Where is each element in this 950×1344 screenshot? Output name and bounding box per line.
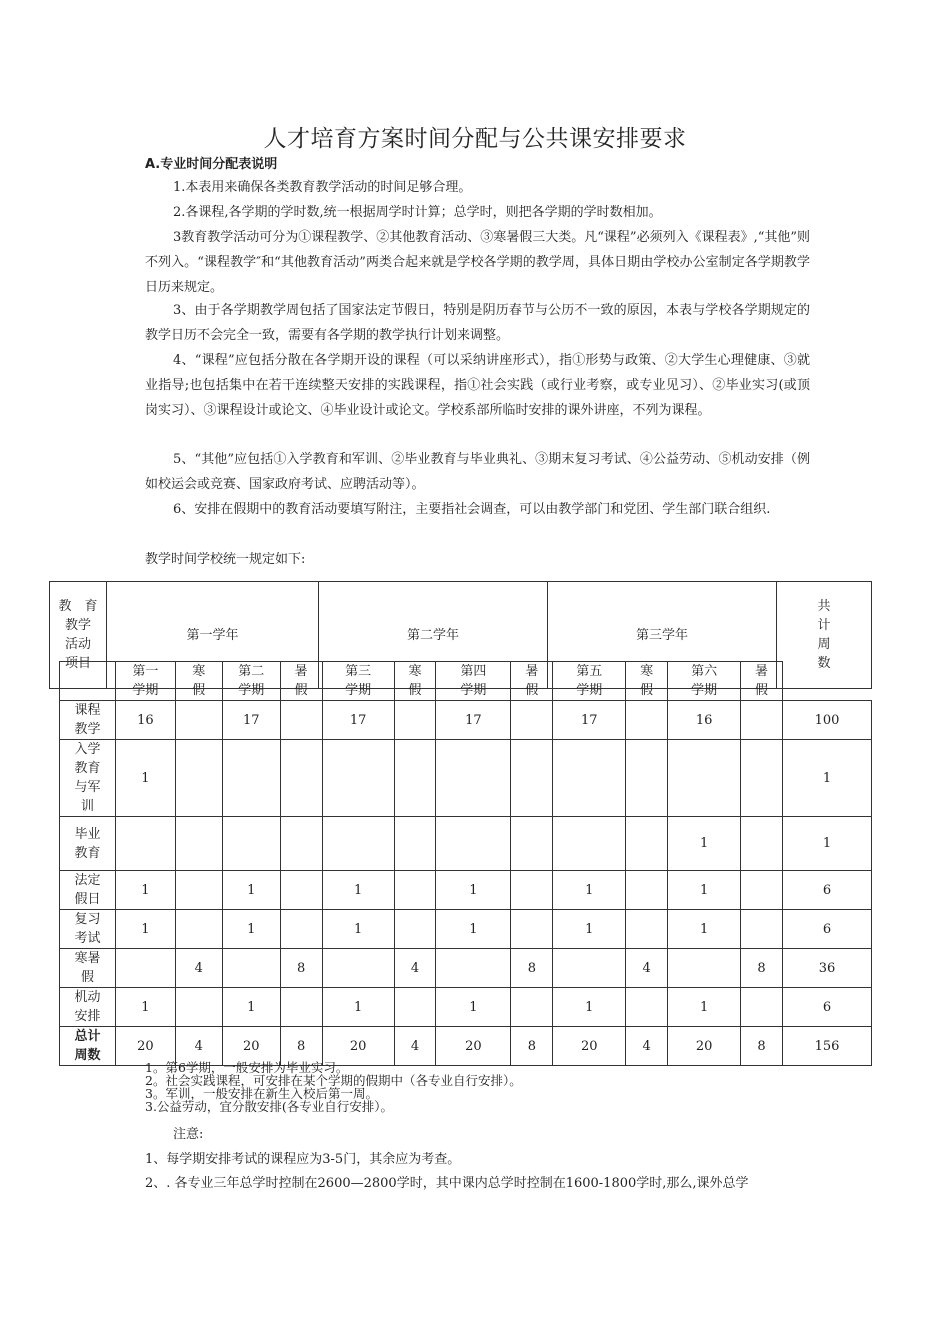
table-cell — [175, 701, 222, 740]
table-cell — [322, 817, 394, 871]
term-header-cell — [511, 662, 553, 701]
table-cell: 1 — [115, 740, 175, 817]
row-total-cell: 100 — [782, 701, 871, 740]
corner-label-line: 教 育 — [58, 599, 98, 614]
table-cell: 20 — [222, 1027, 280, 1066]
term-header-line: 暑 — [294, 664, 308, 679]
row-label-line: 周数 — [74, 1048, 101, 1063]
term-header-line: 学期 — [576, 683, 603, 698]
table-cell: 4 — [175, 949, 222, 988]
table-cell: 20 — [668, 1027, 741, 1066]
table-cell — [511, 701, 553, 740]
table-cell — [280, 817, 322, 871]
term-header-cell — [175, 662, 222, 701]
table-cell — [741, 910, 783, 949]
table-cell — [175, 988, 222, 1027]
paragraph-5: 4、“课程”应包括分散在各学期开设的课程（可以采纳讲座形式），指①形势与政策、②大学生心理健康、③就业指导;也包括集中在若干连续整天安排的实践课程，指①社会实践（或行业考察，或专业见习）、②毕业实习(或顶岗实习）、③课程设计或论文、④毕业设计或论文。学校系部所临时安排的课外讲座，不列为课程。 — [145, 353, 810, 418]
term-header-line: 第六 — [691, 664, 718, 679]
table-cell — [222, 817, 280, 871]
term-header-cell — [280, 662, 322, 701]
row-label-line: 教育 — [74, 761, 101, 776]
table-cell: 1 — [436, 910, 511, 949]
table-cell — [394, 817, 436, 871]
row-label-line: 训 — [80, 799, 94, 814]
term-header-line: 假 — [640, 683, 654, 698]
table-cell: 1 — [115, 871, 175, 910]
table-cell: 1 — [115, 988, 175, 1027]
table-cell: 1 — [322, 988, 394, 1027]
table-cell — [511, 817, 553, 871]
table-cell — [394, 701, 436, 740]
table-cell — [175, 871, 222, 910]
table-cell: 1 — [322, 910, 394, 949]
table-cell: 8 — [511, 1027, 553, 1066]
table-cell — [511, 871, 553, 910]
row-label-line: 与军 — [74, 780, 101, 795]
table-cell: 20 — [115, 1027, 175, 1066]
footnote-4: 3.公益劳动，宜分散安排(各专业自行安排）。 — [145, 1099, 394, 1114]
table-cell: 17 — [553, 701, 626, 740]
row-label-cell — [60, 740, 116, 817]
row-label-line: 考试 — [74, 931, 101, 946]
footnote-1: 1。第6学期，一般安排为毕业实习。 — [145, 1060, 349, 1075]
row-label-cell — [60, 910, 116, 949]
notice-label: 注意: — [173, 1127, 204, 1142]
table-cell: 20 — [553, 1027, 626, 1066]
term-header-cell — [626, 662, 668, 701]
footnote-2: 2。社会实践课程，可安排在某个学期的假期中（各专业自行安排）。 — [145, 1073, 522, 1088]
table-cell — [175, 740, 222, 817]
table-cell: 1 — [668, 871, 741, 910]
total-label-line: 数 — [817, 656, 831, 671]
corner-label-line: 教学 — [64, 618, 91, 633]
table-cell — [626, 740, 668, 817]
table-cell — [115, 817, 175, 871]
table-cell — [626, 910, 668, 949]
table-cell: 1 — [436, 988, 511, 1027]
table-cell: 1 — [436, 871, 511, 910]
table-cell: 17 — [436, 701, 511, 740]
term-header-line: 学期 — [345, 683, 372, 698]
table-cell: 4 — [626, 949, 668, 988]
paragraph-7: 6、安排在假期中的教育活动要填写附注，主要指社会调查，可以由教学部门和党团、学生部门联合组织. — [173, 502, 771, 517]
paragraph-8: 教学时间学校统一规定如下: — [145, 552, 306, 567]
table-cell — [322, 740, 394, 817]
term-header-line: 寒 — [408, 664, 422, 679]
row-total-cell: 156 — [782, 1027, 871, 1066]
table-cell: 17 — [222, 701, 280, 740]
table-cell — [222, 740, 280, 817]
table-row — [60, 871, 872, 910]
term-header-line: 假 — [408, 683, 422, 698]
table-cell: 8 — [280, 1027, 322, 1066]
table-cell: 1 — [668, 910, 741, 949]
row-label-cell — [60, 988, 116, 1027]
term-header-line: 第三 — [345, 664, 372, 679]
table-cell: 8 — [280, 949, 322, 988]
row-total-cell: 36 — [782, 949, 871, 988]
term-header-line: 假 — [754, 683, 768, 698]
table-cell: 1 — [668, 988, 741, 1027]
term-header-line: 第一 — [132, 664, 159, 679]
table-cell — [741, 701, 783, 740]
term-header-cell — [222, 662, 280, 701]
row-total-cell: 6 — [782, 910, 871, 949]
table-cell — [394, 740, 436, 817]
row-label-line: 入学 — [74, 742, 101, 757]
term-header-line: 第二 — [238, 664, 265, 679]
table-cell — [222, 949, 280, 988]
term-header-cell — [394, 662, 436, 701]
term-header-line: 第五 — [576, 664, 603, 679]
table-cell: 1 — [222, 871, 280, 910]
table-cell — [511, 988, 553, 1027]
row-label-cell — [60, 1027, 116, 1066]
corner-label-line: 项目 — [64, 656, 91, 671]
table-row — [60, 910, 872, 949]
term-header-cell — [322, 662, 394, 701]
table-cell — [553, 949, 626, 988]
row-total-cell: 6 — [782, 988, 871, 1027]
term-header-line: 假 — [294, 683, 308, 698]
table-cell — [741, 740, 783, 817]
row-label-line: 假 — [80, 970, 94, 985]
term-header-line: 暑 — [525, 664, 539, 679]
total-label-line: 共 — [817, 599, 831, 614]
table-cell — [741, 871, 783, 910]
table-cell: 20 — [436, 1027, 511, 1066]
table-cell — [668, 949, 741, 988]
schedule-table — [59, 661, 872, 1066]
table-cell: 8 — [741, 1027, 783, 1066]
table-cell — [115, 949, 175, 988]
table-cell — [741, 988, 783, 1027]
term-header-line: 假 — [525, 683, 539, 698]
table-cell: 17 — [322, 701, 394, 740]
table-cell: 1 — [553, 988, 626, 1027]
table-cell: 4 — [175, 1027, 222, 1066]
table-cell: 4 — [394, 949, 436, 988]
table-row — [60, 701, 872, 740]
table-row — [60, 740, 872, 817]
table-cell: 1 — [668, 817, 741, 871]
row-label-line: 毕业 — [74, 826, 101, 842]
table-cell — [668, 740, 741, 817]
corner-label-line: 活动 — [64, 637, 91, 652]
paragraph-1: 1.本表用来确保各类教育教学活动的时间足够合理。 — [173, 180, 472, 195]
term-header-blank — [60, 662, 116, 701]
table-cell: 4 — [626, 1027, 668, 1066]
term-header-cell — [553, 662, 626, 701]
table-cell: 1 — [553, 871, 626, 910]
row-label-line: 假日 — [74, 892, 101, 907]
page-title: 人才培育方案时间分配与公共课安排要求 — [263, 126, 687, 152]
paragraph-3: 3教育教学活动可分为①课程教学、②其他教育活动、③寒暑假三大类。凡“课程”必须列入《课程表》,“其他”则不列入。“课程教学″和“其他教育活动”两类合起来就是学校各学期的教学周，具体日期由学校办公室制定各学期教学日历来规定。 — [145, 230, 810, 295]
table-cell — [511, 910, 553, 949]
year-header-3: 第三学年 — [548, 582, 777, 689]
paragraph-6: 5、“其他”应包括①入学教育和军训、②毕业教育与毕业典礼、③期末复习考试、④公益劳动、⑤机动安排（例如校运会或竞赛、国家政府考试、应聘活动等）。 — [145, 452, 810, 492]
row-label-cell — [60, 949, 116, 988]
table-cell — [280, 988, 322, 1027]
table-cell — [436, 740, 511, 817]
footnote-3: 3。军训，一般安排在新生入校后第一周。 — [145, 1086, 378, 1101]
table-cell — [394, 910, 436, 949]
table-cell: 8 — [511, 949, 553, 988]
table-cell — [436, 817, 511, 871]
row-label-line: 寒暑 — [74, 951, 101, 966]
term-header-line: 学期 — [691, 683, 718, 698]
table-cell: 16 — [115, 701, 175, 740]
year-header-1: 第一学年 — [107, 582, 319, 689]
row-label-line: 法定 — [74, 873, 101, 888]
table-cell — [280, 910, 322, 949]
table-cell — [553, 817, 626, 871]
row-label-line: 安排 — [74, 1009, 101, 1024]
row-label-line: 教学 — [74, 722, 101, 737]
term-header-line: 寒 — [192, 664, 206, 679]
table-cell — [626, 871, 668, 910]
table-cell — [553, 740, 626, 817]
term-header-line: 第四 — [460, 664, 487, 679]
term-header-cell — [668, 662, 741, 701]
table-footnotes — [145, 1061, 810, 1113]
table-cell — [626, 701, 668, 740]
table-cell: 16 — [668, 701, 741, 740]
table-cell — [741, 817, 783, 871]
total-label-line: 周 — [817, 637, 831, 652]
section-heading: A.专业时间分配表说明 — [145, 157, 278, 172]
table-cell — [394, 988, 436, 1027]
paragraph-2: 2.各课程,各学期的学时数,统一根据周学时计算；总学时，则把各学期的学时数相加。 — [173, 205, 662, 220]
term-header-cell — [115, 662, 175, 701]
notice-item-1: 1、每学期安排考试的课程应为3-5门，其余应为考查。 — [145, 1152, 461, 1167]
row-label-line: 教育 — [74, 845, 101, 861]
notice-item-2: 2、. 各专业三年总学时控制在2600—2800学时，其中课内总学时控制在1600-1800学时,那么,课外总学 — [145, 1176, 749, 1191]
table-cell — [175, 910, 222, 949]
term-header-line: 学期 — [132, 683, 159, 698]
term-header-cell — [436, 662, 511, 701]
table-row — [60, 949, 872, 988]
table-cell — [394, 871, 436, 910]
table-cell — [175, 817, 222, 871]
term-header-line: 学期 — [460, 683, 487, 698]
table-cell: 1 — [553, 910, 626, 949]
row-total-cell: 6 — [782, 871, 871, 910]
term-header-cell — [741, 662, 783, 701]
term-header-line: 学期 — [238, 683, 265, 698]
row-label-cell — [60, 701, 116, 740]
table-row — [60, 817, 872, 871]
row-total-cell: 1 — [782, 817, 871, 871]
table-cell: 1 — [115, 910, 175, 949]
year-header-2: 第二学年 — [319, 582, 548, 689]
row-label-cell — [60, 871, 116, 910]
table-cell: 4 — [394, 1027, 436, 1066]
term-header-line: 寒 — [640, 664, 654, 679]
table-cell — [436, 949, 511, 988]
table-cell: 1 — [222, 910, 280, 949]
total-label-line: 计 — [817, 618, 831, 633]
term-header-row — [60, 662, 872, 701]
row-label-line: 复习 — [74, 912, 101, 927]
row-total-cell: 1 — [782, 740, 871, 817]
term-header-line: 暑 — [754, 664, 768, 679]
table-cell — [322, 949, 394, 988]
table-cell: 20 — [322, 1027, 394, 1066]
table-cell — [280, 871, 322, 910]
row-label-line: 机动 — [74, 990, 101, 1005]
table-cell — [280, 701, 322, 740]
term-header-line: 假 — [192, 683, 206, 698]
table-cell — [511, 740, 553, 817]
table-cell — [626, 988, 668, 1027]
row-label-line: 总计 — [74, 1029, 101, 1044]
table-cell — [280, 740, 322, 817]
table-cell: 1 — [222, 988, 280, 1027]
table-cell: 1 — [322, 871, 394, 910]
term-header-total-blank — [782, 662, 871, 701]
row-label-line: 课程 — [74, 703, 101, 718]
row-label-cell — [60, 817, 116, 871]
paragraph-4: 3、由于各学期教学周包括了国家法定节假日，特别是阴历春节与公历不一致的原因，本表与学校各学期规定的教学日历不会完全一致，需要有各学期的教学执行计划来调整。 — [145, 303, 810, 343]
table-row — [60, 988, 872, 1027]
table-cell: 8 — [741, 949, 783, 988]
table-cell — [626, 817, 668, 871]
